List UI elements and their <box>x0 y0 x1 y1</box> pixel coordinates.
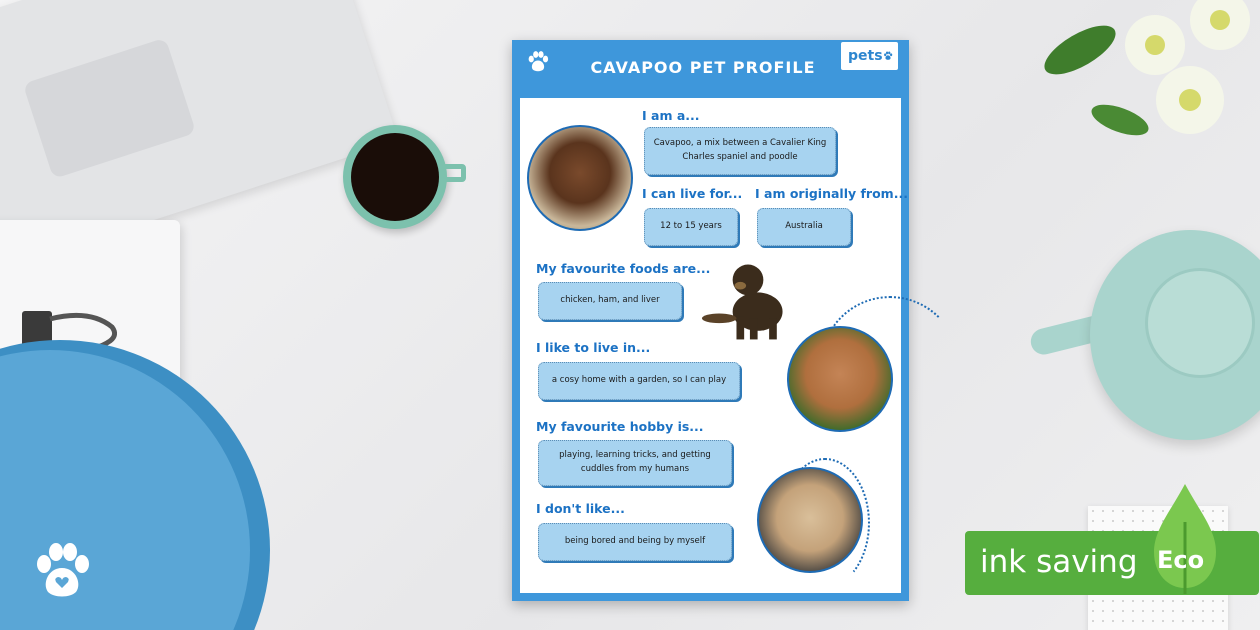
coffee-cup <box>343 125 447 229</box>
leaf-drop-icon <box>1150 482 1220 594</box>
brand-logo <box>841 42 898 70</box>
flowers-decoration <box>1040 0 1260 160</box>
answer-dislike: being bored and being by myself <box>538 523 732 561</box>
teapot-lid <box>1145 268 1255 378</box>
dog-photo-3 <box>757 467 863 573</box>
paw-icon <box>526 50 550 74</box>
brand-name: pets <box>848 48 883 64</box>
question-live-in: I like to live in... <box>536 340 651 355</box>
answer-origin: Australia <box>757 208 851 246</box>
dog-photo-1 <box>527 125 633 231</box>
paw-icon <box>30 540 94 604</box>
question-dislike: I don't like... <box>536 501 625 516</box>
question-live-for: I can live for... <box>642 186 743 201</box>
eco-badge-tag: Eco <box>1157 546 1205 574</box>
question-i-am-a: I am a... <box>642 108 700 123</box>
sheet-title: CAVAPOO PET PROFILE <box>590 58 816 77</box>
question-foods: My favourite foods are... <box>536 261 711 276</box>
answer-foods: chicken, ham, and liver <box>538 282 682 320</box>
coffee <box>351 133 439 221</box>
answer-live-for: 12 to 15 years <box>644 208 738 246</box>
cup-handle <box>440 164 466 182</box>
eco-badge-text: ink saving <box>980 544 1138 580</box>
answer-hobby: playing, learning tricks, and getting cuddles from my humans <box>538 440 732 486</box>
laptop-trackpad <box>23 38 197 179</box>
question-hobby: My favourite hobby is... <box>536 419 704 434</box>
answer-i-am-a: Cavapoo, a mix between a Cavalier King Charles spaniel and poodle <box>644 127 836 175</box>
question-origin: I am originally from... <box>755 186 908 201</box>
pet-profile-sheet <box>512 40 909 601</box>
dog-photo-2 <box>787 326 893 432</box>
standing-dog-image <box>700 256 796 348</box>
profile-content <box>520 98 908 593</box>
answer-live-in: a cosy home with a garden, so I can play <box>538 362 740 400</box>
paw-icon <box>883 51 893 61</box>
